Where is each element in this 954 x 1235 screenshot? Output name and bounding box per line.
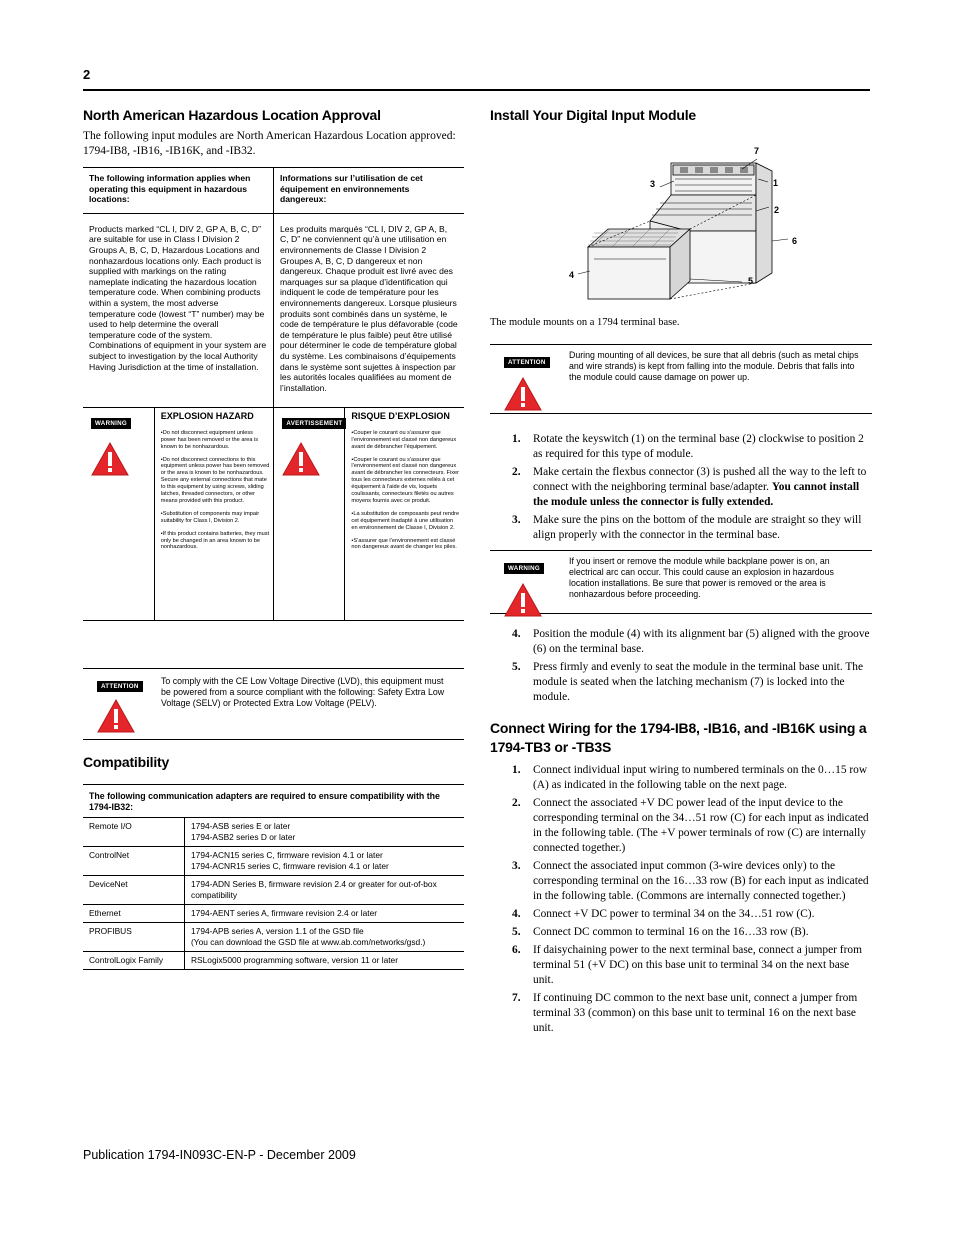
compatibility-row	[83, 847, 464, 876]
avertissement-badge: AVERTISSEMENT	[282, 418, 346, 429]
hazard-table	[83, 167, 464, 621]
callout-label: 6	[792, 236, 798, 246]
step-text-body: Connect DC common to terminal 16 on the 16…33 row (B).	[533, 926, 809, 938]
step-number: 3.	[512, 860, 521, 872]
step-text	[533, 859, 872, 904]
step-number: 7.	[512, 992, 521, 1004]
compatibility-row	[83, 876, 464, 905]
network-cell: ControlNet	[83, 847, 185, 875]
warning-triangle-icon	[91, 442, 129, 476]
install-warning-box	[490, 550, 872, 614]
step-number: 1.	[512, 433, 521, 445]
avertissement-item: •Couper le courant ou s'assurer que l’environnement est classé non dangereux avant de débrancher les connecteurs. Fixer tous les connecteurs externes reliés à cet équipement à l'aide de vis, loquets coulissants, connecteurs filetés ou autres moyens fournis avec ce produit.	[351, 456, 459, 504]
warning-item: •Do not disconnect equipment unless power has been removed or the area is known to be nonhazardous.	[160, 429, 259, 450]
step-text-body: Connect the associated input common (3-wire devices only) to the corresponding terminal on the 16…33 row (B) for each input as indicated in the following table. (Commons are internally connected together.)	[533, 860, 869, 902]
step-text	[533, 432, 872, 462]
warning-badge: WARNING	[91, 418, 131, 429]
step-number: 5.	[512, 661, 521, 673]
avertissement-item: •Couper le courant ou s’assurer que l’environnement est classé non dangereux avant de débrancher l'équipement.	[351, 429, 457, 450]
adapter-cell: 1794-AENT series A, firmware revision 2.4 or later	[191, 907, 378, 918]
compatibility-row	[83, 952, 464, 970]
warning-item: •If this product contains batteries, they must only be changed in an area known to be nonhazardous.	[160, 530, 270, 551]
publication-footer: Publication 1794-IN093C-EN-P - December 2009	[83, 1148, 356, 1162]
step-text	[533, 465, 872, 510]
step-text-body: Press firmly and evenly to seat the module in the terminal base unit. The module is seated when the latching mechanism (7) is locked into the module.	[533, 661, 864, 703]
install-attention-box	[490, 344, 872, 414]
callout-label: 4	[569, 270, 575, 280]
step-text-body: Rotate the keyswitch (1) on the terminal base (2) clockwise to position 2 as required for this type of module.	[533, 433, 864, 460]
callout-label: 1	[773, 178, 779, 188]
hazard-head-fr: Informations sur l’utilisation de cet équipement en environnements dangereux:	[280, 173, 423, 205]
install-steps-a	[490, 432, 872, 543]
network-cell: Remote I/O	[83, 818, 185, 846]
adapter-cell: RSLogix5000 programming software, version 11 or later	[191, 954, 398, 965]
compatibility-table	[83, 784, 464, 970]
module-mounting-diagram	[490, 129, 872, 309]
avertissement-title: RISQUE D’EXPLOSION	[351, 410, 450, 421]
warning-badge: WARNING	[504, 563, 544, 574]
step-text	[533, 925, 872, 940]
step-item	[490, 991, 872, 1036]
step-number: 2.	[512, 466, 521, 478]
network-cell: ControlLogix Family	[83, 952, 185, 969]
step-text	[533, 907, 872, 922]
wiring-steps	[490, 763, 872, 1036]
network-cell: Ethernet	[83, 905, 185, 922]
install-warning-text: If you insert or remove the module while backplane power is on, an electrical arc can occur. This could cause an explosion in hazardous location installations. Be sure that power is removed or the area is nonhazardous before proceeding.	[569, 556, 834, 599]
step-number: 1.	[512, 764, 521, 776]
hazardous-title: North American Hazardous Location Approval	[83, 107, 381, 123]
adapter-cell: 1794-ADN Series B, firmware revision 2.4 or greater for out-of-box compatibility	[191, 878, 437, 900]
compatibility-row	[83, 905, 464, 923]
step-item	[490, 907, 872, 922]
step-text-body: Position the module (4) with its alignment bar (5) aligned with the groove (6) on the terminal base.	[533, 628, 870, 655]
step-text-emphasis: You cannot install the module unless the connector is fully extended.	[533, 481, 860, 508]
hazard-body-en: Products marked “CL I, DIV 2, GP A, B, C, D” are suitable for use in Class I Division 2 Groups A, B, C, D, Hazardous Locations and nonhazardous locations only. Each product is supplied with markings on the rating nameplate indicating the hazardous location temperature code. When combining products within a system, the most adverse temperature code (lowest “T” number) may be used to help determine the overall temperature code of the system. Combinations of equipment in your system are subject to investigation by the local Authority Having Jurisdiction at the time of installation.	[89, 223, 267, 372]
left-column	[83, 107, 464, 970]
step-item	[490, 943, 872, 988]
warning-triangle-icon	[504, 377, 542, 411]
ce-attention-text: To comply with the CE Low Voltage Directive (LVD), this equipment must be powered from a source compliant with the following: Safety Extra Low Voltage (SELV) or Protected Extra Low Voltage (PELV).	[161, 675, 445, 708]
step-item	[490, 925, 872, 940]
step-text-body: Connect the associated +V DC power lead of the input device to the corresponding terminal on the 34…51 row (C) for each input as indicated in the following table. (The +V power terminals of row (C) are internally connected together.)	[533, 797, 869, 854]
step-number: 6.	[512, 944, 521, 956]
install-attention-text: During mounting of all devices, be sure that all debris (such as metal chips and wire strands) is kept from falling into the module. Debris that falls into the module could cause damage on power up.	[569, 350, 859, 382]
install-steps-b	[490, 627, 872, 705]
step-item	[490, 432, 872, 462]
step-text	[533, 796, 872, 856]
avertissement-item: •S’assurer que l’environnement est classé non dangereux avant de changer les piles.	[351, 537, 457, 551]
warning-triangle-icon	[504, 583, 542, 617]
adapter-cell: 1794-APB series A, version 1.1 of the GSD file (You can download the GSD file at www.ab.com/networks/gsd.)	[191, 925, 426, 947]
callout-label: 2	[774, 205, 780, 215]
diagram-caption: The module mounts on a 1794 terminal base.	[490, 317, 680, 328]
step-item	[490, 660, 872, 705]
step-number: 5.	[512, 926, 521, 938]
step-text-body: If daisychaining power to the next terminal base, connect a jumper from terminal 51 (+V DC) on this base unit to terminal 34 on the next base unit.	[533, 944, 862, 986]
step-item	[490, 859, 872, 904]
warning-title: EXPLOSION HAZARD	[160, 410, 254, 421]
right-column	[490, 107, 872, 1039]
step-text-body: Connect individual input wiring to numbered terminals on the 0…15 row (A) as indicated in the following table on the next page.	[533, 764, 868, 791]
callout-label: 7	[754, 146, 760, 156]
wiring-title: Connect Wiring for the 1794-IB8, -IB16, and -IB16K using a 1794-TB3 or -TB3S	[490, 720, 867, 755]
step-text-body: Connect +V DC power to terminal 34 on the 34…51 row (C).	[533, 908, 815, 920]
step-text-body: Make sure the pins on the bottom of the module are straight so they will align properly with the connector in the terminal base.	[533, 514, 862, 541]
step-text-body: Make certain the flexbus connector (3) is pushed all the way to the left to connect with the neighboring terminal base/adapter.	[533, 466, 867, 493]
step-number: 4.	[512, 628, 521, 640]
compatibility-row	[83, 923, 464, 952]
attention-badge: ATTENTION	[504, 357, 550, 368]
step-number: 2.	[512, 797, 521, 809]
callout-label: 5	[748, 276, 754, 286]
explosion-warning-row	[83, 407, 464, 621]
page-number: 2	[83, 67, 91, 82]
compatibility-header: The following communication adapters are required to ensure compatibility with the 1794-IB32:	[83, 784, 464, 818]
avertissement-item: •La substitution de composants peut rendre cet équipement inadapté à une utilisation en environnement de Classe I, Division 2.	[351, 510, 460, 531]
step-text	[533, 991, 872, 1036]
step-number: 4.	[512, 908, 521, 920]
warning-triangle-icon	[97, 699, 135, 733]
callout-label: 3	[650, 179, 656, 189]
step-item	[490, 627, 872, 657]
install-title: Install Your Digital Input Module	[490, 107, 696, 123]
step-text	[533, 660, 872, 705]
step-text	[533, 943, 872, 988]
step-item	[490, 796, 872, 856]
attention-badge: ATTENTION	[97, 681, 143, 692]
step-text	[533, 627, 872, 657]
warning-item: •Substitution of components may impair suitability for Class I, Division 2.	[160, 510, 260, 524]
step-text	[533, 513, 872, 543]
network-cell: DeviceNet	[83, 876, 185, 904]
compatibility-title: Compatibility	[83, 753, 170, 770]
step-text-body: If continuing DC common to the next base unit, connect a jumper from terminal 33 (common) on this base unit to terminal 16 on the next base unit.	[533, 992, 858, 1034]
compatibility-row	[83, 818, 464, 847]
step-item	[490, 513, 872, 543]
adapter-cell: 1794-ACN15 series C, firmware revision 4.1 or later 1794-ACNR15 series C, firmware revision 4.1 or later	[191, 849, 389, 871]
step-text	[533, 763, 872, 793]
hazard-body-fr: Les produits marqués “CL I, DIV 2, GP A, B, C, D” ne conviennent qu’à une utilisation en environnements de Classe I Division 2 Groupes A, B, C, D dangereux et non dangereux. Chaque produit est livré avec des marquages sur sa plaque d’identification qui indiquent le code de température pour les environnements dangereux. Lorsque plusieurs produits sont combinés dans un système, le code de température le plus défavorable (code de température le plus faible) peut être utilisé pour déterminer le code de température global du système. Les combinaisons d’équipements dans le système sont sujettes à inspection par les autorités locales qualifiées au moment de l’installation.	[280, 223, 458, 393]
hazard-head-en: The following information applies when operating this equipment in hazardous locations:	[89, 173, 251, 205]
ce-attention-box	[83, 668, 464, 740]
hazardous-intro: The following input modules are North American Hazardous Location approved: 1794-IB8, -IB16, -IB16K, and -IB32.	[83, 130, 456, 157]
warning-triangle-icon	[282, 442, 320, 476]
step-item	[490, 763, 872, 793]
step-number: 3.	[512, 514, 521, 526]
network-cell: PROFIBUS	[83, 923, 185, 951]
warning-item: •Do not disconnect connections to this equipment unless power has been removed or the area is known to be nonhazardous. Secure any external connections that mate to this equipment by using screws, sliding latches, threaded connectors, or other means provided with this product.	[160, 456, 270, 504]
adapter-cell: 1794-ASB series E or later 1794-ASB2 series D or later	[191, 820, 296, 842]
top-rule	[83, 89, 870, 91]
step-item	[490, 465, 872, 510]
